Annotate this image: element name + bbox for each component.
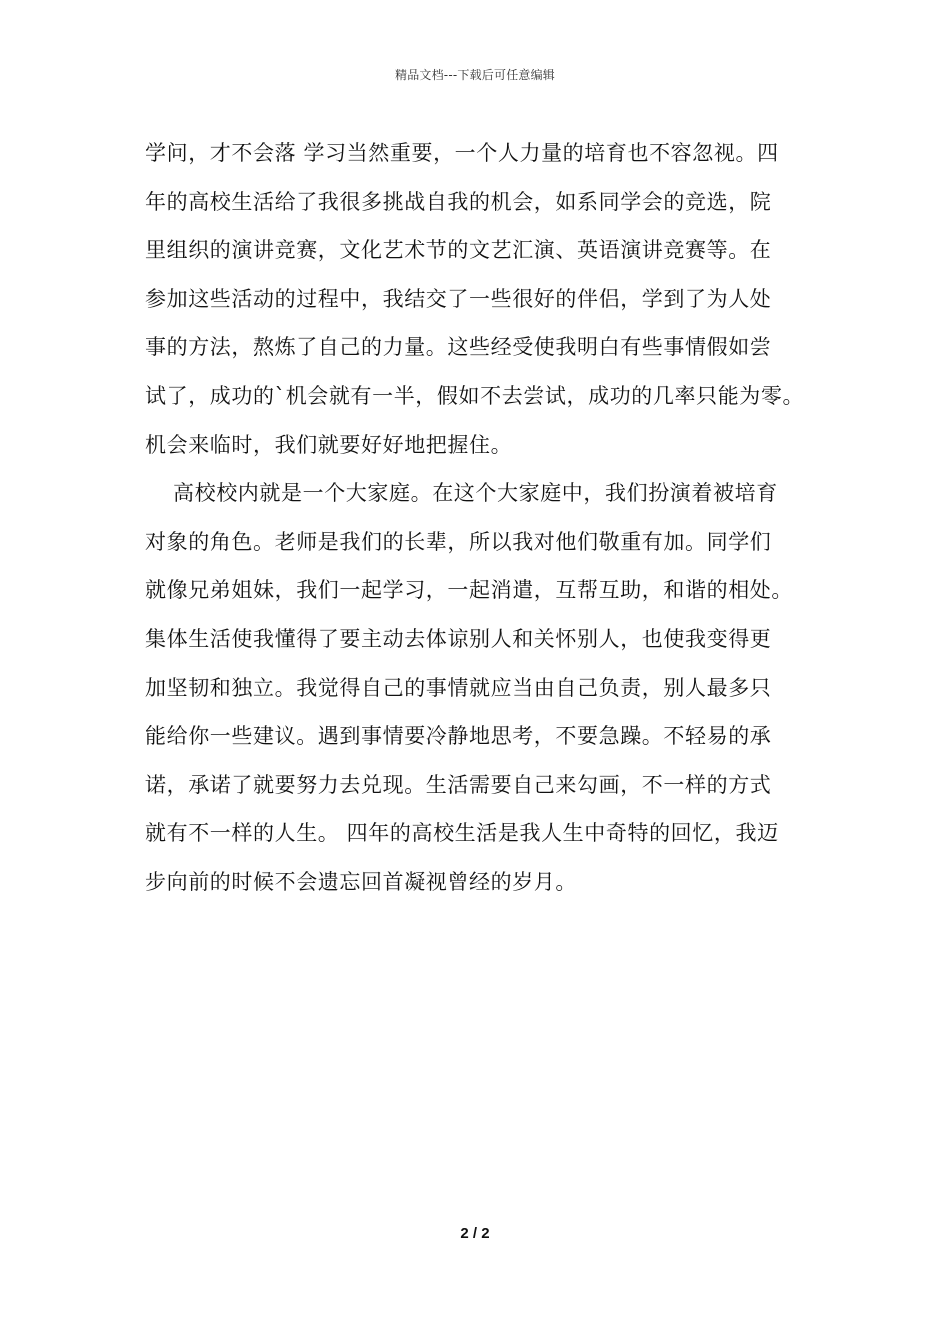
text-line: 就有不一样的人生。 四年的高校生活是我人生中奇特的回忆，我迈: [145, 821, 779, 846]
document-header: 精品文档---下载后可任意编辑: [395, 68, 555, 82]
page-number: 2 / 2: [460, 1225, 490, 1242]
text-line: 高校校内就是一个大家庭。在这个大家庭中，我们扮演着被培育: [173, 481, 778, 506]
text-line: 里组织的演讲竞赛，文化艺术节的文艺汇演、英语演讲竞赛等。在: [145, 238, 772, 263]
text-line: 试了，成功的`机会就有一半，假如不去尝试，成功的几率只能为零。: [145, 383, 805, 408]
text-line: 参加这些活动的过程中，我结交了一些很好的伴侣，学到了为人处: [145, 286, 772, 311]
text-line: 能给你一些建议。遇到事情要冷静地思考，不要急躁。不轻易的承: [145, 724, 772, 749]
text-line: 加坚韧和独立。我觉得自己的事情就应当由自己负责，别人最多只: [145, 675, 772, 700]
text-line: 机会来临时，我们就要好好地把握住。: [145, 432, 513, 457]
text-line: 学问，才不会落 学习当然重要，一个人力量的培育也不容忽视。四: [145, 141, 779, 165]
text-line: 诺，承诺了就要努力去兑现。生活需要自己来勾画，不一样的方式: [145, 772, 772, 797]
text-line: 对象的角色。老师是我们的长辈，所以我对他们敬重有加。同学们: [145, 529, 772, 554]
text-line: 步向前的时候不会遗忘回首凝视曾经的岁月。: [145, 869, 577, 894]
text-line: 年的高校生活给了我很多挑战自我的机会，如系同学会的竞选，院: [145, 189, 772, 214]
text-line: 就像兄弟姐妹，我们一起学习，一起消遣，互帮互助，和谐的相处。: [145, 578, 793, 603]
text-line: 集体生活使我懂得了要主动去体谅别人和关怀别人，也使我变得更: [145, 626, 772, 651]
paragraph-2: [145, 469, 815, 906]
paragraph-1: [145, 129, 815, 469]
document-body: [145, 129, 815, 907]
text-line: 事的方法，熬炼了自己的力量。这些经受使我明白有些事情假如尝: [145, 335, 772, 360]
